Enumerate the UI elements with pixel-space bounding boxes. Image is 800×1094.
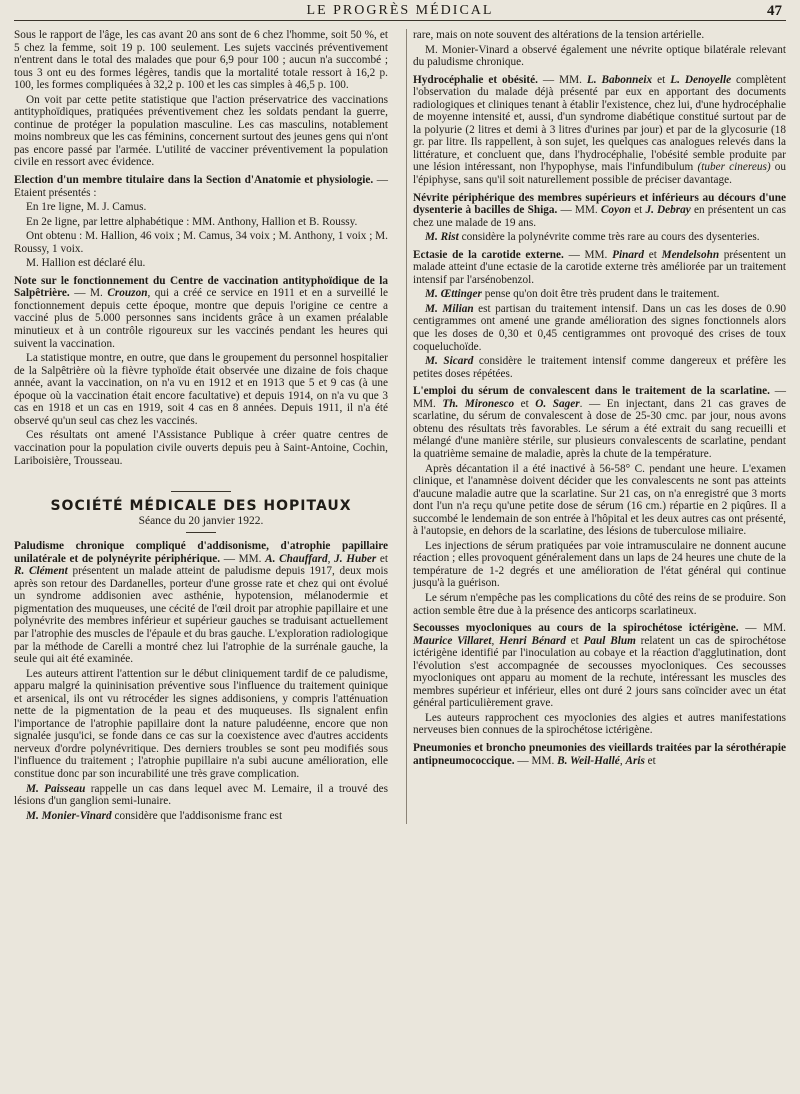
nevrite-separator: — MM. xyxy=(557,204,601,217)
pneumonies-paragraph xyxy=(413,742,786,767)
oettinger-author: M. Œttinger xyxy=(425,288,482,301)
ectasie-paragraph xyxy=(413,249,786,287)
session-date: Séance du 20 janvier 1922. xyxy=(14,515,388,534)
journal-title: LE PROGRÈS MÉDICAL xyxy=(306,3,494,18)
election-title: Election d'un membre titulaire dans la Section d'Anatomie et physiologie. xyxy=(14,174,374,187)
nevrite-and: et xyxy=(630,204,646,217)
milian-body: est partisan du traitement intensif. Dans un cas les doses de 0.90 centigrammes ont amené une grande amélioration des signes fonctionnels alors que les doses de 0,30 et 0,45 centigrammes ont provoqué des crises de toux coqueluchoïde. xyxy=(413,302,786,353)
milian-paragraph xyxy=(413,303,786,353)
note-author: Crouzon xyxy=(107,287,148,300)
ectasie-body: présentent un malade atteint d'une ectasie de la carotide externe très améliorée par un traitement intensif par l'arsénobenzol. xyxy=(413,248,787,286)
hydrocephalie-author-1: L. Babonneix xyxy=(586,73,653,86)
pneumonies-end: et xyxy=(644,754,656,767)
secousses-paragraph xyxy=(413,622,786,710)
paragraph-serum-complications: Le sérum n'empêche pas les complications du côté des reins de se produire. Son action semble être due à la présence des anticorps scarlatineux. xyxy=(413,591,786,617)
hydrocephalie-and: et xyxy=(652,73,671,86)
monier-author: M. Monier-Vinard xyxy=(26,809,112,822)
hydrocephalie-body: complètent l'observation du malade déjà présenté par eux en apportant des documents radiologiques et cliniques tenant à établir l'existence, chez lui, d'une hydrocéphalie de moyenne intensité et, aussi, d'un syndrome diabétique constitué surtout par de la polyurie (2 litres et demi à 3 litres d'urines par jour) et par de la glycosurie (18 gr. par litre. Ils rappellent, à son sujet, les quelques cas analogues relevés dans la littérature, et concluent que, dans l'hydrocéphalie, l'obésité semble produite par une lésion intéressant, non l'hypophyse, mais l'infundibulum xyxy=(413,73,787,174)
milian-author: M. Milian xyxy=(425,302,474,315)
secousses-author-1: Maurice Villaret xyxy=(413,634,492,647)
paragraph-vaccination-centres: Ces résultats ont amené l'Assistance Publique à créer quatre centres de vaccination pour la population civile ouverts depuis peu à Saint-Antoine, Cochin, Lariboisière, Trousseau. xyxy=(14,429,388,467)
ectasie-separator: — MM. xyxy=(563,248,613,261)
secousses-and: et xyxy=(565,634,584,647)
election-first-line: En 1re ligne, M. J. Camus. xyxy=(26,201,147,214)
paludisme-and: et xyxy=(376,552,388,565)
paragraph-decantation: Après décantation il a été inactivé à 56-58° C. pendant une heure. L'examen clinique, et l'anamnèse doivent décider que les convalescents ne sont pas atteints d'aucune maladie autre que la scarlatine. Sur 21 cas, on n'a enregistré que 3 morts dont l'un n'a reçu qu'une petite dose de sérum (16 cm.) répartie en 2 piqûres. Il a succombé le lendemain de son entrée à l'hôpital et les deux autres cas ont présenté, à l'autopsie, en dehors de la scarlatine, des lésions de tuberculose miliaire. xyxy=(413,462,786,538)
nevrite-title: Névrite périphérique des membres supérieurs et inférieurs au décours d'une dysenterie à bacilles de Shiga. xyxy=(413,191,786,217)
secousses-separator: — MM. xyxy=(738,622,786,635)
ectasie-and: et xyxy=(643,248,662,261)
paisseau-paragraph xyxy=(14,783,388,808)
paragraph-vaccination-action: On voit par cette petite statistique que l'action préservatrice des vaccinations antityphoïdiques, pratiquées préventivement chez les soldats pendant la guerre, continue de protéger la population masculine. Les cas masculins, notablement moins nombreux que les cas féminins, concernent surtout des jeunes gens qui n'ont pas encore passé par l'armée. L'utilité de vacciner préventivement la population civile en ressort avec évidence. xyxy=(14,93,388,169)
ectasie-author-2: Mendelsohn xyxy=(661,248,720,261)
paisseau-author: M. Paisseau xyxy=(26,782,86,795)
serum-title: L'emploi du sérum de convalescent dans le traitement de la scarlatine. xyxy=(413,385,770,398)
hydrocephalie-latin: (tuber cinereus) xyxy=(697,161,771,174)
right-column xyxy=(406,29,786,824)
sicard-author: M. Sicard xyxy=(425,355,474,368)
monier-paragraph xyxy=(14,810,388,823)
pneumonies-author-1: B. Weil-Hallé xyxy=(557,754,620,767)
paisseau-body: rappelle un cas dans lequel avec M. Lemaire, il a trouvé des lésions d'un ganglion semi-lunaire. xyxy=(14,782,388,808)
election-votes: Ont obtenu : M. Hallion, 46 voix ; M. Camus, 34 voix ; M. Anthony, 1 voix ; M. Roussy, 1 voix. xyxy=(14,230,388,255)
election-paragraph xyxy=(14,174,388,199)
serum-author-2: O. Sager xyxy=(535,397,580,410)
monier-body: considère que l'addisonisme franc est xyxy=(111,809,283,822)
serum-body: . — En injectant, dans 21 cas graves de scarlatine, du sérum de convalescent à dose de 25-30 cmc. par jour, nous avons obtenu des résultats très favorables. Le sérum a été extrait du sang recueilli et mélangé d'une manière stérile, sur plusieurs convalescents de scarlatine, pendant la quatrième semaine de maladie, après la chute de la température. xyxy=(413,397,786,460)
pneumonies-author-2: Aris xyxy=(625,754,645,767)
serum-author-1: Th. Mironesco xyxy=(442,397,515,410)
nevrite-author-2: J. Debray xyxy=(645,204,691,217)
serum-separator: — MM. xyxy=(413,385,787,410)
sicard-paragraph xyxy=(413,355,786,380)
oettinger-body: pense qu'on doit être très prudent dans le traitement. xyxy=(481,288,720,301)
paragraph-injections: Les injections de sérum pratiquées par voie intramusculaire ne donnent aucune réaction ; elles provoquent généralement dans un laps de 24 heures une chute de la température de 1-2 degrés et une amélioration de l'état général qui continue jusqu'à la guérison. xyxy=(413,539,786,590)
paludisme-author-2: J. Huber xyxy=(334,552,377,565)
pneumonies-title: Pneumonies et broncho pneumonies des vieillards traitées par la sérothérapie antipneumococcique. xyxy=(413,741,786,767)
ectasie-title: Ectasie de la carotide externe. xyxy=(413,248,564,261)
running-header xyxy=(14,0,786,21)
pneumonies-comma: , xyxy=(619,754,626,767)
rist-author: M. Rist xyxy=(425,231,459,244)
oettinger-paragraph xyxy=(413,288,786,301)
nevrite-paragraph xyxy=(413,192,786,230)
election-intro: — Etaient présentés : xyxy=(14,174,389,199)
serum-paragraph xyxy=(413,385,786,460)
election-second-line: En 2e ligne, par lettre alphabétique : MM. Anthony, Hallion et B. Roussy. xyxy=(26,215,358,228)
paragraph-tension-continuation: rare, mais on note souvent des altérations de la tension artérielle. xyxy=(413,29,705,41)
two-column-body xyxy=(14,29,786,824)
secousses-title: Secousses myocloniques au cours de la spirochétose ictérigène. xyxy=(413,622,739,635)
paragraph-age-statistics: Sous le rapport de l'âge, les cas avant 20 ans sont de 6 chez l'homme, soit 50 %, et 5 chez la femme, soit 19 p. 100 seulement. Les sujets vaccinés préventivement n'entrent dans le total des malades que pour 6,9 pour 100 ; aucun n'a succombé ; tous 3 ont eu des formes légères, tandis que la mortalité totale ressort à 16,2 p. 100, les formes compliquées à 32,2 p. 100 et les cas simples à 46,5 p. 100. xyxy=(14,29,388,92)
sicard-body: considère le traitement intensif comme dangereux et préfère les petites doses répétées. xyxy=(413,355,786,380)
paragraph-authors-attention: Les auteurs attirent l'attention sur le début cliniquement tardif de ce paludisme, apparu malgré la quininisation préventive sous l'influence du traitement quinique et arsenical, ils ont vu rétrocéder les signes addisoniens, y compris l'atténuation nette de la pigmentation de la peau et des muqueuses. Ils signalent enfin l'importance de l'atrophie papillaire dont la nature paludéenne, encore que non signalée jusqu'ici, se fonde dans ce cas sur la coexistence avec d'autres accidents nerveux d'ordre polynévritique. Des derniers troubles se sont peu modifiés sous l'influence du traitement ; l'atrophie pupillaire n'a subi aucune amélioration, elle constitue donc par son incurabilité une très grave complication. xyxy=(14,667,388,780)
hydrocephalie-author-2: L. Denoyelle xyxy=(670,73,732,86)
left-column xyxy=(14,29,388,824)
paludisme-title: Paludisme chronique compliqué d'addisonisme, d'atrophie papillaire unilatérale et de polynéyrite périphérique. xyxy=(14,540,388,565)
ectasie-author-1: Pinard xyxy=(612,248,644,261)
hydrocephalie-paragraph xyxy=(413,74,786,187)
hydrocephalie-separator: — MM. xyxy=(537,73,587,86)
page-number: 47 xyxy=(767,3,782,19)
note-vaccination-paragraph xyxy=(14,275,388,350)
paludisme-comma: , xyxy=(327,552,335,565)
paludisme-separator: — MM. xyxy=(220,552,266,565)
rist-paragraph xyxy=(413,231,786,244)
election-result: M. Hallion est déclaré élu. xyxy=(26,257,146,270)
paludisme-paragraph xyxy=(14,540,388,665)
secousses-comma: , xyxy=(491,634,500,647)
note-vaccination-title: Note sur le fonctionnement du Centre de vaccination antityphoïdique de la Salpêtrière. xyxy=(14,274,388,300)
secousses-author-2: Henri Bénard xyxy=(499,634,566,647)
hydrocephalie-end: ou l'épiphyse, sans qu'il soit naturellement possible de préciser davantage. xyxy=(413,161,786,187)
paragraph-salpetriere-statistics: La statistique montre, en outre, que dans le groupement du personnel hospitalier de la Salpêtrière où la fièvre typhoïde était observée une dizaine de fois chaque année, avant la vaccination, on n'a vu en 1912 et en 1913 que 5 et 9 cas (à une époque où la vaccination était encore facultative) et depuis 1914, on n'a vu que 3 cas en 1918 et un cas en 1919, soit 4 cas en 8 années. Depuis 1911, il n'a été observé qu'un seul cas chez les vaccinés. xyxy=(14,352,388,427)
rist-body: considère la polynévrite comme très rare au cours des dysenteries. xyxy=(458,231,760,244)
paragraph-monier-nevrite: M. Monier-Vinard a observé également une névrite optique bilatérale relevant du paludisme chronique. xyxy=(413,43,786,69)
note-body: , qui a créé ce service en 1911 et en a surveillé le fonctionnement depuis cette époque, montre que depuis l'origine ce centre a vacciné plus de 5.000 personnes sans incidents grâce à un examen préalable minutieux et à un contrôle rigoureux sur les vaccinés pendant les heures qui suivent la vaccination. xyxy=(14,287,388,350)
secousses-author-3: Paul Blum xyxy=(583,634,636,647)
paragraph-myoclonies: Les auteurs rapprochent ces myoclonies des algies et autres manifestations nerveuses bien connues de la spirochétose ictérigène. xyxy=(413,711,786,737)
society-section-title: SOCIÉTÉ MÉDICALE DES HOPITAUX xyxy=(14,491,388,513)
paludisme-author-1: A. Chauffard xyxy=(265,552,328,565)
note-separator: — M. xyxy=(69,287,108,300)
nevrite-body: en présentent un cas chez une malade de 19 ans. xyxy=(413,204,787,229)
paludisme-body: présentent un malade atteint de paludisme depuis 1917, deux mois après son retour des Dardanelles, porteur d'une grosse rate et chez qui ont évolué un syndrome addisonien avec asthénie, hypotension, mélanodermie et pigmentation des muqueuses, une cécité de l'œil droit par atrophie papillaire et une polynévrite des membres inférieur et supérieur gauches se traduisant actuellement par l'atrophie des muscles de l'épaule et du bras gauche. L'exploration radiologique par la méthode de Carelli a montré chez lui l'atrophie de la surrénale gauche, la seule qui ait été examinée. xyxy=(14,565,388,666)
nevrite-author-1: Coyon xyxy=(600,204,631,217)
serum-and: et xyxy=(514,397,536,410)
pneumonies-separator: — MM. xyxy=(514,754,558,767)
secousses-body: relatent un cas de spirochétose ictérigène identifié par l'inoculation au cobaye et la réaction d'agglutination, dont l'évolution s'est accompagnée de secousses myocloniques. Ces secousses myocloniques ont apparu au moment de la rechute, intéressant les muscles des membres supérieur et inférieur, elles ont duré 2 jours sans coïncider avec un état général particulièrement grave. xyxy=(413,634,786,710)
paludisme-author-3: R. Clément xyxy=(14,565,68,578)
hydrocephalie-title: Hydrocéphalie et obésité. xyxy=(413,73,538,86)
